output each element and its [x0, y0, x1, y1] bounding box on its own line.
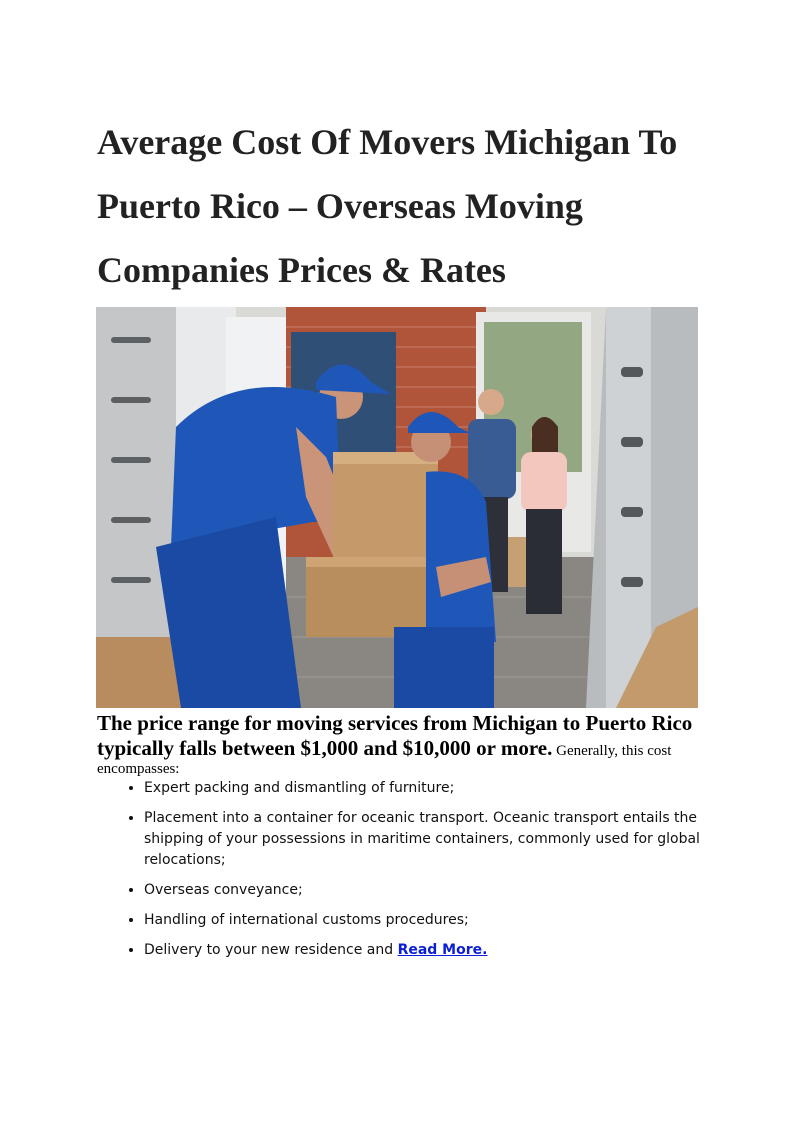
lead-continuation: Generally, this cost encompasses:: [97, 743, 672, 777]
read-more-link[interactable]: Read More.: [397, 942, 488, 958]
list-item: [144, 880, 702, 901]
list-item-text: Expert packing and dismantling of furniture;: [144, 780, 455, 796]
lead-paragraph: [97, 711, 702, 777]
list-item: [144, 778, 702, 799]
lead-price-range: The price range for moving services from Michigan to Puerto Rico typically falls between $1,000 and $10,000 or more.: [97, 711, 693, 760]
movers-photo: [96, 307, 698, 708]
list-item-text: Handling of international customs procedures;: [144, 912, 469, 928]
page-title: Average Cost Of Movers Michigan To Puerto Rico – Overseas Moving Companies Prices & Rates: [97, 122, 678, 290]
list-item: [144, 910, 702, 931]
cost-includes-list: [97, 778, 702, 970]
list-item: [144, 808, 702, 871]
list-item-text: Delivery to your new residence and: [144, 942, 398, 958]
list-item: [144, 940, 702, 961]
list-item-text: Placement into a container for oceanic transport. Oceanic transport entails the shipping of your possessions in maritime containers, commonly used for global relocations;: [144, 810, 700, 868]
list-item-text: Overseas conveyance;: [144, 882, 303, 898]
